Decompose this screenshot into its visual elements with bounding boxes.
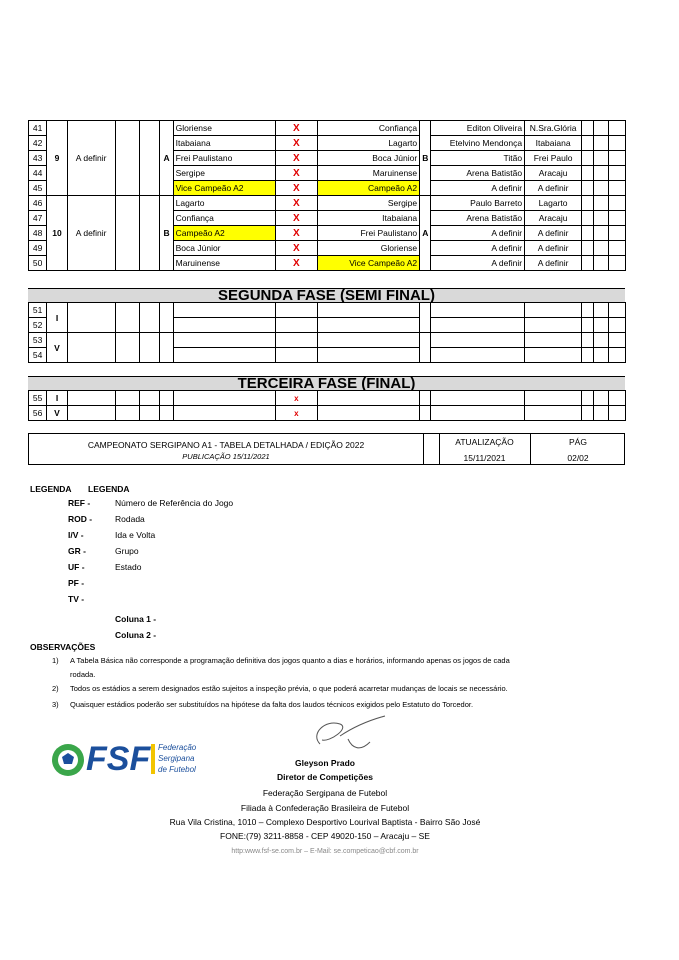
legend-key: PF -	[68, 578, 85, 588]
table-row	[29, 406, 626, 421]
blank-cell	[431, 333, 525, 348]
legend-key: TV -	[68, 594, 85, 604]
blank-cell	[608, 166, 625, 181]
stadium-cell: Arena Batistão	[431, 211, 525, 226]
legend-key: REF -	[68, 498, 91, 508]
signatory-name: Gleyson Prado	[295, 758, 355, 768]
blank-cell	[318, 333, 420, 348]
ref-cell: 55	[29, 391, 47, 406]
blank-cell	[608, 303, 625, 318]
away-team: Vice Campeão A2	[318, 256, 420, 271]
date-cell: A definir	[67, 121, 115, 196]
legend-title: LEGENDA	[30, 484, 72, 494]
blank-cell	[594, 226, 608, 241]
blank-cell	[525, 406, 582, 421]
blank-cell	[431, 303, 525, 318]
phone-cep: FONE:(79) 3211-8858 - CEP 49020-150 – Aracaju – SE	[220, 831, 430, 841]
ref-cell: 53	[29, 333, 47, 348]
versus-mark: x	[275, 406, 318, 421]
blank-cell	[525, 391, 582, 406]
blank-cell	[594, 241, 608, 256]
blank-cell	[582, 333, 594, 348]
stadium-cell: Paulo Barreto	[431, 196, 525, 211]
blank-cell	[582, 303, 594, 318]
blank-cell	[173, 348, 275, 363]
blank-cell	[420, 333, 431, 363]
away-team: Frei Paulistano	[318, 226, 420, 241]
website-email[interactable]: http:www.fsf-se.com.br – E-Mail: se.competicao@cbf.com.br	[231, 848, 419, 855]
home-team: Vice Campeão A2	[173, 181, 275, 196]
final-header: TERCEIRA FASE (FINAL)	[28, 376, 625, 391]
home-team: Boca Júnior	[173, 241, 275, 256]
blank-cell	[275, 318, 318, 333]
blank-cell	[594, 303, 608, 318]
semi-final-header: SEGUNDA FASE (SEMI FINAL)	[28, 288, 625, 303]
versus-mark: X	[275, 151, 318, 166]
organization-name: Federação Sergipana de Futebol	[262, 788, 388, 798]
city-cell: Lagarto	[525, 196, 582, 211]
city-cell: A definir	[525, 226, 582, 241]
match-table	[28, 120, 626, 271]
blank-cell	[160, 333, 173, 363]
observation-number: 3)	[52, 700, 59, 709]
stadium-cell: Editon Oliveira	[431, 121, 525, 136]
blank-cell	[431, 406, 525, 421]
ref-cell: 54	[29, 348, 47, 363]
ref-cell: 47	[29, 211, 47, 226]
leg-cell: I	[47, 303, 67, 333]
home-team: Gloriense	[173, 121, 275, 136]
home-team: Confiança	[173, 211, 275, 226]
signatory-role: Diretor de Competições	[277, 772, 373, 782]
away-team: Campeão A2	[318, 181, 420, 196]
leg-cell: V	[47, 406, 67, 421]
blank-cell	[594, 121, 608, 136]
away-team: Lagarto	[318, 136, 420, 151]
stadium-cell: Titão	[431, 151, 525, 166]
away-team: Sergipe	[318, 196, 420, 211]
blank-cell	[160, 303, 173, 333]
football-icon	[50, 742, 86, 778]
blank-cell	[173, 303, 275, 318]
blank-cell	[525, 318, 582, 333]
home-team: Itabaiana	[173, 136, 275, 151]
blank-cell	[594, 181, 608, 196]
blank-cell	[140, 303, 160, 333]
blank-cell	[582, 406, 594, 421]
table-footer	[28, 433, 625, 465]
blank-cell	[67, 406, 115, 421]
page-number: 02/02	[567, 453, 589, 463]
table-row	[29, 121, 626, 136]
logo-acronym: FSF	[86, 740, 151, 778]
blank-cell	[115, 303, 139, 333]
blank-cell	[582, 136, 594, 151]
blank-cell	[582, 318, 594, 333]
table-row	[29, 333, 626, 348]
blank-cell	[582, 181, 594, 196]
versus-mark: X	[275, 241, 318, 256]
legend-value: Estado	[115, 562, 142, 572]
stadium-cell: A definir	[431, 241, 525, 256]
blank-cell	[318, 303, 420, 318]
versus-mark: x	[275, 391, 318, 406]
blank-cell	[318, 391, 420, 406]
blank-cell	[594, 318, 608, 333]
ref-cell: 45	[29, 181, 47, 196]
blank-cell	[608, 241, 625, 256]
ref-cell: 46	[29, 196, 47, 211]
fsf-logo	[50, 740, 210, 780]
blank-cell	[140, 406, 160, 421]
home-team: Sergipe	[173, 166, 275, 181]
legend-value: Número de Referência do Jogo	[115, 498, 234, 508]
logo-line-1: Federação	[158, 743, 197, 752]
home-team: Lagarto	[173, 196, 275, 211]
blank-cell	[608, 318, 625, 333]
blank-cell	[173, 333, 275, 348]
city-cell: Itabaiana	[525, 136, 582, 151]
blank-cell	[582, 391, 594, 406]
blank-cell	[582, 256, 594, 271]
legend-column-1: Coluna 1 -	[115, 614, 157, 624]
blank-cell	[582, 151, 594, 166]
table-row	[29, 196, 626, 211]
city-cell: A definir	[525, 256, 582, 271]
blank-cell	[420, 391, 431, 406]
versus-mark: X	[275, 226, 318, 241]
observation-text: Quaisquer estádios poderão ser substituídos na hipótese da falta dos laudos técnicos exigidos pelo Estatuto do Torcedor.	[70, 700, 474, 709]
ref-cell: 50	[29, 256, 47, 271]
away-team: Gloriense	[318, 241, 420, 256]
blank-cell	[318, 348, 420, 363]
legend-value: Ida e Volta	[115, 530, 156, 540]
blank-cell	[431, 348, 525, 363]
blank-cell	[115, 333, 139, 363]
blank-cell	[115, 196, 139, 271]
blank-cell	[67, 333, 115, 363]
blank-cell	[140, 391, 160, 406]
versus-mark: X	[275, 121, 318, 136]
ref-cell: 48	[29, 226, 47, 241]
legend-key: GR -	[68, 546, 86, 556]
blank-cell	[115, 121, 139, 196]
blank-cell	[67, 303, 115, 333]
city-cell: A definir	[525, 181, 582, 196]
logo-line-2: Sergipana	[158, 754, 195, 763]
group-away-cell: A	[420, 196, 431, 271]
blank-cell	[582, 348, 594, 363]
city-cell: Aracaju	[525, 166, 582, 181]
observation-number: 1)	[52, 656, 59, 665]
home-team: Frei Paulistano	[173, 151, 275, 166]
blank-cell	[594, 348, 608, 363]
ref-cell: 51	[29, 303, 47, 318]
legend-key: I/V -	[68, 530, 84, 540]
blank-cell	[140, 196, 160, 271]
blank-cell	[594, 136, 608, 151]
round-cell: 10	[47, 196, 67, 271]
legend-column-2: Coluna 2 -	[115, 630, 157, 640]
blank-cell	[608, 151, 625, 166]
blank-cell	[173, 318, 275, 333]
group-home-cell: A	[160, 121, 173, 196]
ref-cell: 52	[29, 318, 47, 333]
blank-cell	[594, 211, 608, 226]
city-cell: Frei Paulo	[525, 151, 582, 166]
observation-text-continued: rodada.	[70, 670, 96, 679]
away-team: Maruinense	[318, 166, 420, 181]
observation-text: A Tabela Básica não corresponde a programação definitiva dos jogos quanto a dias e horários, informando apenas os jogos de cada	[70, 656, 510, 665]
versus-mark: X	[275, 196, 318, 211]
table-row	[29, 303, 626, 318]
blank-cell	[608, 406, 625, 421]
championship-title: CAMPEONATO SERGIPANO A1 - TABELA DETALHADA / EDIÇÃO 2022	[87, 440, 365, 450]
logo-line-3: de Futebol	[158, 765, 196, 774]
stadium-cell: A definir	[431, 181, 525, 196]
ref-cell: 44	[29, 166, 47, 181]
stadium-cell: Arena Batistão	[431, 166, 525, 181]
legend-key: UF -	[68, 562, 85, 572]
blank-cell	[275, 348, 318, 363]
ref-cell: 56	[29, 406, 47, 421]
blank-cell	[582, 121, 594, 136]
affiliation: Filiada à Confederação Brasileira de Futebol	[240, 803, 410, 813]
blank-cell	[582, 196, 594, 211]
blank-cell	[594, 406, 608, 421]
blank-cell	[582, 211, 594, 226]
ref-cell: 49	[29, 241, 47, 256]
legend-value: Grupo	[115, 546, 139, 556]
home-team: Campeão A2	[173, 226, 275, 241]
blank-cell	[582, 166, 594, 181]
blank-cell	[594, 196, 608, 211]
update-date: 15/11/2021	[463, 453, 506, 463]
blank-cell	[608, 211, 625, 226]
blank-cell	[431, 318, 525, 333]
blank-cell	[608, 136, 625, 151]
publication-date: PUBLICAÇÃO 15/11/2021	[182, 452, 270, 461]
blank-cell	[525, 303, 582, 318]
update-label: ATUALIZAÇÃO	[455, 437, 514, 447]
blank-cell	[115, 391, 139, 406]
stadium-cell: Etelvino Mendonça	[431, 136, 525, 151]
away-team: Itabaiana	[318, 211, 420, 226]
observation-text: Todos os estádios a serem designados estão sujeitos a inspeção prévia, o que poderá acarretar mudanças de locais se necessário.	[70, 684, 508, 693]
round-cell: 9	[47, 121, 67, 196]
observation-number: 2)	[52, 684, 59, 693]
blank-cell	[275, 333, 318, 348]
versus-mark: X	[275, 256, 318, 271]
blank-cell	[420, 303, 431, 333]
final-table	[28, 390, 626, 421]
blank-cell	[608, 256, 625, 271]
blank-cell	[582, 226, 594, 241]
blank-cell	[608, 348, 625, 363]
blank-cell	[431, 391, 525, 406]
blank-cell	[608, 226, 625, 241]
home-team: Maruinense	[173, 256, 275, 271]
blank-cell	[160, 391, 173, 406]
blank-cell	[594, 166, 608, 181]
legend-value: Rodada	[115, 514, 145, 524]
blank-cell	[525, 348, 582, 363]
blank-cell	[594, 391, 608, 406]
blank-cell	[275, 303, 318, 318]
blank-cell	[140, 121, 160, 196]
city-cell: N.Sra.Glória	[525, 121, 582, 136]
ref-cell: 42	[29, 136, 47, 151]
blank-cell	[318, 406, 420, 421]
blank-cell	[608, 391, 625, 406]
page-label: PÁG	[569, 437, 587, 447]
date-cell: A definir	[67, 196, 115, 271]
ref-cell: 41	[29, 121, 47, 136]
ref-cell: 43	[29, 151, 47, 166]
blank-cell	[594, 333, 608, 348]
observations-title: OBSERVAÇÕES	[30, 642, 96, 652]
group-home-cell: B	[160, 196, 173, 271]
semi-final-table	[28, 302, 626, 363]
city-cell: Aracaju	[525, 211, 582, 226]
blank-cell	[582, 241, 594, 256]
blank-cell	[160, 406, 173, 421]
stadium-cell: A definir	[431, 256, 525, 271]
blank-cell	[318, 318, 420, 333]
blank-cell	[525, 333, 582, 348]
blank-cell	[594, 256, 608, 271]
signature-scribble	[300, 714, 390, 756]
address: Rua Vila Cristina, 1010 – Complexo Desportivo Lourival Baptista - Bairro São José	[169, 817, 481, 827]
versus-mark: X	[275, 166, 318, 181]
versus-mark: X	[275, 211, 318, 226]
blank-cell	[608, 333, 625, 348]
blank-cell	[608, 181, 625, 196]
blank-cell	[608, 196, 625, 211]
blank-cell	[420, 406, 431, 421]
blank-cell	[608, 121, 625, 136]
stadium-cell: A definir	[431, 226, 525, 241]
city-cell: A definir	[525, 241, 582, 256]
blank-cell	[173, 406, 275, 421]
blank-cell	[115, 406, 139, 421]
away-team: Confiança	[318, 121, 420, 136]
table-row	[29, 391, 626, 406]
leg-cell: V	[47, 333, 67, 363]
blank-cell	[140, 333, 160, 363]
blank-cell	[173, 391, 275, 406]
away-team: Boca Júnior	[318, 151, 420, 166]
leg-cell: I	[47, 391, 67, 406]
versus-mark: X	[275, 181, 318, 196]
blank-cell	[594, 151, 608, 166]
versus-mark: X	[275, 136, 318, 151]
legend-title-2: LEGENDA	[88, 484, 130, 494]
group-away-cell: B	[420, 121, 431, 196]
legend-key: ROD -	[68, 514, 93, 524]
blank-cell	[67, 391, 115, 406]
